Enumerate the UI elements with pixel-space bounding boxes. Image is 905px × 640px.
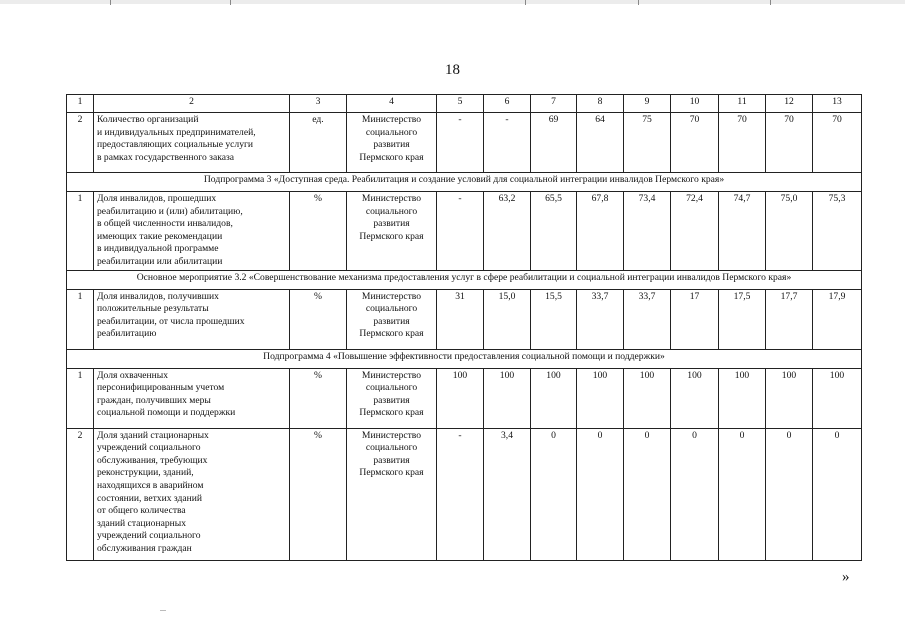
value-cell: 72,4 <box>671 192 719 271</box>
indicator-name: Количество организаций и индивидуальных предпринимателей, предоставляющих социальные услуги в рамках государственного заказа <box>94 113 290 173</box>
table-body <box>67 95 862 561</box>
value-cell: 0 <box>577 428 624 560</box>
value-cell: 17,7 <box>766 289 813 349</box>
indicator-name: Доля инвалидов, получивших положительные результаты реабилитации, от числа прошедших реабилитацию <box>94 289 290 349</box>
value-cell: 100 <box>624 368 671 428</box>
value-cell: - <box>484 113 531 173</box>
value-cell: 75,3 <box>813 192 862 271</box>
scan-edge-tick <box>110 0 111 5</box>
table-row <box>67 289 862 349</box>
header-cell: 4 <box>347 95 437 113</box>
unit-cell: ед. <box>290 113 347 173</box>
row-number: 1 <box>67 289 94 349</box>
value-cell: 63,2 <box>484 192 531 271</box>
section-row <box>67 349 862 368</box>
header-row <box>67 95 862 113</box>
value-cell: 69 <box>531 113 577 173</box>
value-cell: 100 <box>531 368 577 428</box>
value-cell: 17,9 <box>813 289 862 349</box>
scan-edge-tick <box>770 0 771 5</box>
section-title: Подпрограмма 4 «Повышение эффективности предоставления социальной помощи и поддержки» <box>67 349 862 368</box>
scan-footer-mark <box>160 610 166 611</box>
header-cell: 9 <box>624 95 671 113</box>
value-cell: 100 <box>437 368 484 428</box>
value-cell: 17 <box>671 289 719 349</box>
table-row <box>67 428 862 560</box>
header-cell: 13 <box>813 95 862 113</box>
value-cell: 75 <box>624 113 671 173</box>
header-cell: 2 <box>94 95 290 113</box>
value-cell: 0 <box>531 428 577 560</box>
table-row <box>67 113 862 173</box>
section-title: Основное мероприятие 3.2 «Совершенствование механизма предоставления услуг в сфере реабилитации и социальной интеграции инвалидов Пермского края» <box>67 270 862 289</box>
value-cell: 100 <box>671 368 719 428</box>
page-number: 18 <box>445 62 460 78</box>
value-cell: - <box>437 428 484 560</box>
value-cell: - <box>437 192 484 271</box>
value-cell: 17,5 <box>719 289 766 349</box>
value-cell: - <box>437 113 484 173</box>
value-cell: 70 <box>766 113 813 173</box>
row-number: 2 <box>67 428 94 560</box>
section-row <box>67 270 862 289</box>
header-cell: 5 <box>437 95 484 113</box>
value-cell: 0 <box>671 428 719 560</box>
value-cell: 0 <box>719 428 766 560</box>
executor-cell: Министерство социального развития Пермского края <box>347 289 437 349</box>
table-row <box>67 368 862 428</box>
value-cell: 67,8 <box>577 192 624 271</box>
value-cell: 100 <box>813 368 862 428</box>
header-cell: 7 <box>531 95 577 113</box>
executor-cell: Министерство социального развития Пермского края <box>347 113 437 173</box>
value-cell: 75,0 <box>766 192 813 271</box>
unit-cell: % <box>290 368 347 428</box>
section-row <box>67 173 862 192</box>
value-cell: 100 <box>766 368 813 428</box>
value-cell: 100 <box>577 368 624 428</box>
value-cell: 100 <box>719 368 766 428</box>
executor-cell: Министерство социального развития Пермского края <box>347 192 437 271</box>
value-cell: 65,5 <box>531 192 577 271</box>
header-cell: 8 <box>577 95 624 113</box>
value-cell: 31 <box>437 289 484 349</box>
value-cell: 3,4 <box>484 428 531 560</box>
executor-cell: Министерство социального развития Пермского края <box>347 428 437 560</box>
scan-edge-tick <box>525 0 526 5</box>
header-cell: 3 <box>290 95 347 113</box>
value-cell: 74,7 <box>719 192 766 271</box>
header-cell: 1 <box>67 95 94 113</box>
header-cell: 10 <box>671 95 719 113</box>
value-cell: 0 <box>624 428 671 560</box>
value-cell: 33,7 <box>624 289 671 349</box>
value-cell: 70 <box>719 113 766 173</box>
value-cell: 0 <box>766 428 813 560</box>
row-number: 1 <box>67 192 94 271</box>
value-cell: 33,7 <box>577 289 624 349</box>
row-number: 1 <box>67 368 94 428</box>
header-cell: 11 <box>719 95 766 113</box>
value-cell: 15,0 <box>484 289 531 349</box>
unit-cell: % <box>290 192 347 271</box>
scan-edge-tick <box>230 0 231 5</box>
table-row <box>67 192 862 271</box>
unit-cell: % <box>290 428 347 560</box>
value-cell: 0 <box>813 428 862 560</box>
executor-cell: Министерство социального развития Пермского края <box>347 368 437 428</box>
header-cell: 6 <box>484 95 531 113</box>
value-cell: 64 <box>577 113 624 173</box>
value-cell: 100 <box>484 368 531 428</box>
indicators-table <box>66 94 862 561</box>
value-cell: 15,5 <box>531 289 577 349</box>
indicator-name: Доля инвалидов, прошедших реабилитацию и (или) абилитацию, в общей численности инвалидов, имеющих такие рекомендации в индивидуальной программе реабилитации или абилитации <box>94 192 290 271</box>
scan-edge-tick <box>638 0 639 5</box>
closing-quote: » <box>842 569 850 585</box>
indicator-name: Доля зданий стационарных учреждений социального обслуживания, требующих реконструкции, зданий, находящихся в аварийном состоянии, ветхих зданий от общего количества зданий стационарных учреждений социального обслуживания граждан <box>94 428 290 560</box>
section-title: Подпрограмма 3 «Доступная среда. Реабилитация и создание условий для социальной интеграции инвалидов Пермского края» <box>67 173 862 192</box>
value-cell: 70 <box>813 113 862 173</box>
value-cell: 73,4 <box>624 192 671 271</box>
header-cell: 12 <box>766 95 813 113</box>
row-number: 2 <box>67 113 94 173</box>
indicator-name: Доля охваченных персонифицированным учетом граждан, получивших меры социальной помощи и поддержки <box>94 368 290 428</box>
unit-cell: % <box>290 289 347 349</box>
value-cell: 70 <box>671 113 719 173</box>
